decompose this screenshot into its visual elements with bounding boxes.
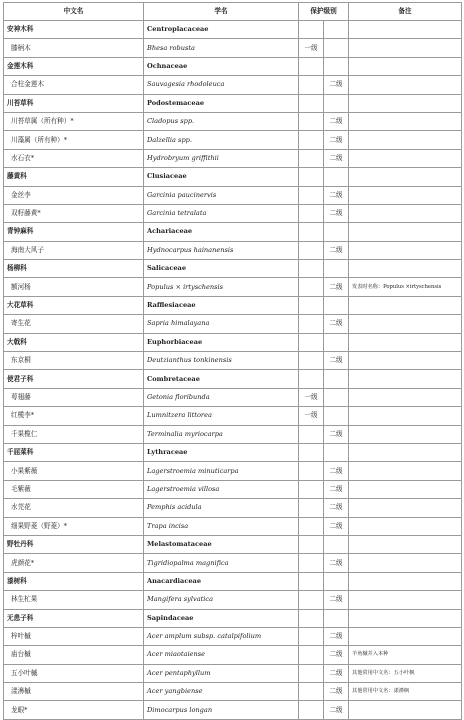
scientific-name-cell: Acer amplum subsp. catalpifolium	[144, 627, 299, 645]
level-2-cell: 二级	[324, 480, 349, 498]
chinese-name-cell: 梓叶槭	[4, 627, 144, 645]
note-cell	[349, 131, 462, 149]
level-1-cell	[299, 204, 324, 222]
chinese-name-cell: 细果野菱（野菱）*	[4, 517, 144, 535]
note-cell	[349, 499, 462, 517]
species-row	[4, 683, 462, 701]
chinese-name-cell: 林生杧果	[4, 591, 144, 609]
level-2-cell: 二级	[324, 241, 349, 259]
family-row	[4, 223, 462, 241]
species-row	[4, 278, 462, 296]
family-row	[4, 443, 462, 461]
chinese-name-cell: 金丝李	[4, 186, 144, 204]
level-2-cell: 二级	[324, 112, 349, 130]
level-2-cell: 二级	[324, 517, 349, 535]
scientific-name-cell: Anacardiaceae	[144, 572, 299, 590]
level-1-cell: 一级	[299, 407, 324, 425]
note-cell: 羊角槭并入本种	[349, 646, 462, 664]
note-cell	[349, 388, 462, 406]
species-row	[4, 664, 462, 682]
level-1-cell	[299, 664, 324, 682]
level-1-cell	[299, 646, 324, 664]
note-cell	[349, 149, 462, 167]
level-2-cell: 二级	[324, 278, 349, 296]
chinese-name-cell: 寄生花	[4, 315, 144, 333]
level-1-cell	[299, 57, 324, 75]
chinese-name-cell: 青钟麻科	[4, 223, 144, 241]
level-2-cell: 二级	[324, 462, 349, 480]
note-cell: 发表时名称：Populus ×irtyschensis	[349, 278, 462, 296]
scientific-name-cell: Acer yangbiense	[144, 683, 299, 701]
level-2-cell	[324, 572, 349, 590]
chinese-name-cell: 水芫花	[4, 499, 144, 517]
species-row	[4, 131, 462, 149]
family-row	[4, 260, 462, 278]
level-2-cell: 二级	[324, 664, 349, 682]
level-2-cell: 二级	[324, 701, 349, 719]
chinese-name-cell: 水石衣*	[4, 149, 144, 167]
level-2-cell: 二级	[324, 315, 349, 333]
level-1-cell	[299, 260, 324, 278]
scientific-name-cell: Deutzianthus tonkinensis	[144, 352, 299, 370]
note-cell	[349, 352, 462, 370]
scientific-name-cell: Populus × irtyschensis	[144, 278, 299, 296]
chinese-name-cell: 川苔草属（所有种）*	[4, 112, 144, 130]
level-2-cell	[324, 609, 349, 627]
scientific-name-cell: Hydrobryum griffithii	[144, 149, 299, 167]
note-cell: 其他常用中文名：五小叶枫	[349, 664, 462, 682]
level-2-cell: 二级	[324, 591, 349, 609]
family-row	[4, 333, 462, 351]
level-1-cell	[299, 462, 324, 480]
chinese-name-cell: 漆树科	[4, 572, 144, 590]
level-1-cell	[299, 296, 324, 314]
family-row	[4, 572, 462, 590]
scientific-name-cell: Lagerstroemia minuticarpa	[144, 462, 299, 480]
chinese-name-cell: 川苔草科	[4, 94, 144, 112]
chinese-name-cell: 东京桐	[4, 352, 144, 370]
scientific-name-cell: Garcinia paucinervis	[144, 186, 299, 204]
scientific-name-cell: Acer pentaphyllum	[144, 664, 299, 682]
level-2-cell	[324, 21, 349, 39]
chinese-name-cell: 千屈菜科	[4, 443, 144, 461]
note-cell	[349, 186, 462, 204]
level-1-cell	[299, 131, 324, 149]
species-row	[4, 186, 462, 204]
chinese-name-cell: 使君子科	[4, 370, 144, 388]
scientific-name-cell: Lumnitzera littorea	[144, 407, 299, 425]
level-2-cell	[324, 168, 349, 186]
chinese-name-cell: 大戟科	[4, 333, 144, 351]
chinese-name-cell: 合柱金莲木	[4, 76, 144, 94]
level-2-cell: 二级	[324, 352, 349, 370]
level-2-cell	[324, 223, 349, 241]
level-2-cell: 二级	[324, 425, 349, 443]
note-cell	[349, 168, 462, 186]
level-1-cell	[299, 572, 324, 590]
chinese-name-cell: 虎颜花*	[4, 554, 144, 572]
note-cell	[349, 333, 462, 351]
scientific-name-cell: Euphorbiaceae	[144, 333, 299, 351]
level-2-cell: 二级	[324, 131, 349, 149]
table-body	[4, 21, 462, 720]
table-header-row	[4, 3, 462, 21]
note-cell	[349, 701, 462, 719]
scientific-name-cell: Sapindaceae	[144, 609, 299, 627]
chinese-name-cell: 川藻属（所有种）*	[4, 131, 144, 149]
chinese-name-cell: 庙台槭	[4, 646, 144, 664]
protected-plants-table	[3, 2, 462, 720]
chinese-name-cell: 红榄李*	[4, 407, 144, 425]
scientific-name-cell: Achariaceae	[144, 223, 299, 241]
species-row	[4, 646, 462, 664]
level-2-cell	[324, 39, 349, 57]
note-cell	[349, 315, 462, 333]
note-cell	[349, 425, 462, 443]
species-row	[4, 204, 462, 222]
chinese-name-cell: 海南大风子	[4, 241, 144, 259]
chinese-name-cell: 毛紫薇	[4, 480, 144, 498]
note-cell	[349, 260, 462, 278]
species-row	[4, 701, 462, 719]
scientific-name-cell: Tigridiopalma magnifica	[144, 554, 299, 572]
family-row	[4, 168, 462, 186]
level-2-cell: 二级	[324, 683, 349, 701]
species-row	[4, 462, 462, 480]
level-1-cell	[299, 168, 324, 186]
scientific-name-cell: Mangifera sylvatica	[144, 591, 299, 609]
level-1-cell	[299, 149, 324, 167]
level-1-cell	[299, 499, 324, 517]
scientific-name-cell: Ochnaceae	[144, 57, 299, 75]
species-row	[4, 407, 462, 425]
level-1-cell	[299, 480, 324, 498]
scientific-name-cell: Sauvagesia rhodoleuca	[144, 76, 299, 94]
note-cell	[349, 572, 462, 590]
scientific-name-cell: Combretaceae	[144, 370, 299, 388]
header-notes: 备注	[349, 3, 462, 21]
family-row	[4, 57, 462, 75]
note-cell	[349, 39, 462, 57]
chinese-name-cell: 双籽藤黄*	[4, 204, 144, 222]
note-cell	[349, 591, 462, 609]
level-1-cell	[299, 76, 324, 94]
note-cell	[349, 21, 462, 39]
scientific-name-cell: Podostemaceae	[144, 94, 299, 112]
scientific-name-cell: Sapria himalayana	[144, 315, 299, 333]
family-row	[4, 370, 462, 388]
header-scientific-name: 学名	[144, 3, 299, 21]
species-row	[4, 480, 462, 498]
level-1-cell	[299, 443, 324, 461]
scientific-name-cell: Dalzellia spp.	[144, 131, 299, 149]
level-1-cell	[299, 517, 324, 535]
level-2-cell: 二级	[324, 627, 349, 645]
chinese-name-cell: 安神木科	[4, 21, 144, 39]
scientific-name-cell: Melastomataceae	[144, 535, 299, 553]
note-cell	[349, 535, 462, 553]
level-1-cell	[299, 535, 324, 553]
chinese-name-cell: 无患子科	[4, 609, 144, 627]
level-2-cell: 二级	[324, 76, 349, 94]
scientific-name-cell: Hydnocarpus hainanensis	[144, 241, 299, 259]
family-row	[4, 94, 462, 112]
chinese-name-cell: 小果紫薇	[4, 462, 144, 480]
header-chinese-name: 中文名	[4, 3, 144, 21]
level-1-cell	[299, 554, 324, 572]
chinese-name-cell: 五小叶槭	[4, 664, 144, 682]
note-cell	[349, 223, 462, 241]
level-2-cell: 二级	[324, 149, 349, 167]
chinese-name-cell: 龙眼*	[4, 701, 144, 719]
level-1-cell: 一级	[299, 39, 324, 57]
note-cell	[349, 480, 462, 498]
level-1-cell	[299, 701, 324, 719]
species-row	[4, 517, 462, 535]
level-1-cell	[299, 21, 324, 39]
scientific-name-cell: Garcinia tetralata	[144, 204, 299, 222]
species-row	[4, 315, 462, 333]
scientific-name-cell: Clusiaceae	[144, 168, 299, 186]
note-cell	[349, 370, 462, 388]
species-row	[4, 76, 462, 94]
level-1-cell	[299, 333, 324, 351]
note-cell	[349, 517, 462, 535]
level-1-cell	[299, 609, 324, 627]
family-row	[4, 609, 462, 627]
species-row	[4, 425, 462, 443]
chinese-name-cell: 膝柄木	[4, 39, 144, 57]
note-cell	[349, 609, 462, 627]
species-row	[4, 241, 462, 259]
species-row	[4, 591, 462, 609]
note-cell	[349, 76, 462, 94]
level-2-cell	[324, 260, 349, 278]
level-2-cell	[324, 388, 349, 406]
level-1-cell	[299, 315, 324, 333]
species-row	[4, 554, 462, 572]
scientific-name-cell: Cladopus spp.	[144, 112, 299, 130]
level-1-cell	[299, 370, 324, 388]
chinese-name-cell: 额河杨	[4, 278, 144, 296]
level-2-cell	[324, 296, 349, 314]
level-1-cell	[299, 683, 324, 701]
scientific-name-cell: Lagerstroemia villosa	[144, 480, 299, 498]
species-row	[4, 352, 462, 370]
scientific-name-cell: Centroplacaceae	[144, 21, 299, 39]
level-2-cell	[324, 535, 349, 553]
note-cell	[349, 204, 462, 222]
note-cell: 其他常用中文名：漾濞枫	[349, 683, 462, 701]
level-1-cell: 一级	[299, 388, 324, 406]
scientific-name-cell: Trapa incisa	[144, 517, 299, 535]
header-protection-level: 保护级别	[299, 3, 349, 21]
level-2-cell: 二级	[324, 554, 349, 572]
species-row	[4, 39, 462, 57]
scientific-name-cell: Pemphis acidula	[144, 499, 299, 517]
chinese-name-cell: 萼翅藤	[4, 388, 144, 406]
level-1-cell	[299, 591, 324, 609]
family-row	[4, 296, 462, 314]
note-cell	[349, 627, 462, 645]
level-2-cell: 二级	[324, 499, 349, 517]
level-2-cell	[324, 370, 349, 388]
note-cell	[349, 296, 462, 314]
scientific-name-cell: Getonia floribunda	[144, 388, 299, 406]
level-2-cell: 二级	[324, 186, 349, 204]
species-row	[4, 499, 462, 517]
level-2-cell	[324, 94, 349, 112]
species-row	[4, 388, 462, 406]
chinese-name-cell: 大花草科	[4, 296, 144, 314]
level-1-cell	[299, 223, 324, 241]
level-2-cell	[324, 443, 349, 461]
note-cell	[349, 443, 462, 461]
level-1-cell	[299, 352, 324, 370]
scientific-name-cell: Bhesa robusta	[144, 39, 299, 57]
level-2-cell: 二级	[324, 204, 349, 222]
level-1-cell	[299, 425, 324, 443]
level-2-cell	[324, 333, 349, 351]
level-1-cell	[299, 627, 324, 645]
species-row	[4, 149, 462, 167]
scientific-name-cell: Dimocarpus longan	[144, 701, 299, 719]
level-1-cell	[299, 186, 324, 204]
chinese-name-cell: 野牡丹科	[4, 535, 144, 553]
family-row	[4, 21, 462, 39]
scientific-name-cell: Salicaceae	[144, 260, 299, 278]
scientific-name-cell: Terminalia myriocarpa	[144, 425, 299, 443]
chinese-name-cell: 藤黄科	[4, 168, 144, 186]
level-1-cell	[299, 94, 324, 112]
note-cell	[349, 112, 462, 130]
level-1-cell	[299, 278, 324, 296]
chinese-name-cell: 千果榄仁	[4, 425, 144, 443]
species-row	[4, 627, 462, 645]
level-1-cell	[299, 241, 324, 259]
species-row	[4, 112, 462, 130]
scientific-name-cell: Acer miaotaiense	[144, 646, 299, 664]
note-cell	[349, 462, 462, 480]
family-row	[4, 535, 462, 553]
scientific-name-cell: Rafflesiaceae	[144, 296, 299, 314]
chinese-name-cell: 漾濞槭	[4, 683, 144, 701]
note-cell	[349, 407, 462, 425]
note-cell	[349, 241, 462, 259]
scientific-name-cell: Lythraceae	[144, 443, 299, 461]
note-cell	[349, 57, 462, 75]
chinese-name-cell: 杨柳科	[4, 260, 144, 278]
level-2-cell	[324, 57, 349, 75]
note-cell	[349, 94, 462, 112]
level-2-cell	[324, 407, 349, 425]
chinese-name-cell: 金莲木科	[4, 57, 144, 75]
note-cell	[349, 554, 462, 572]
level-1-cell	[299, 112, 324, 130]
level-2-cell: 二级	[324, 646, 349, 664]
